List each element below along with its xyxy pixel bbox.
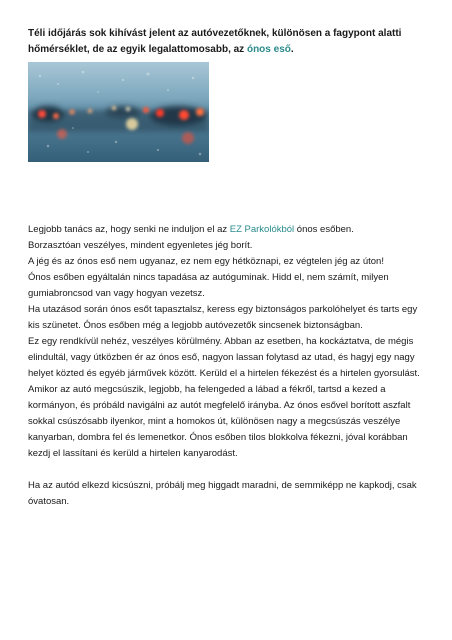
paragraph-line: A jég és az ónos eső nem ugyanaz, ez nem egy hétköznapi, ez végtelen jég az úton! (28, 256, 384, 267)
intro-paragraph (28, 26, 428, 58)
paragraph-line: Borzasztóan veszélyes, mindent egyenletes jég borít. (28, 240, 253, 251)
paragraph-final: Ha az autód elkezd kicsúszni, próbálj meg higgadt maradni, de semmiképp ne kapkodj, csak óvatosan. (28, 480, 417, 507)
onos-eso-link[interactable]: ónos eső (246, 44, 291, 55)
paragraph-line: Ónos esőben egyáltalán nincs tapadása az autóguminak. Hidd el, nem számít, milyen gumiabroncsod van vagy hogyan vezetsz. (28, 272, 389, 299)
intro-text: Téli időjárás sok kihívást jelent az autóvezetőknek, különösen a fagypont alatti hőmérséklet, de az egyik legalattomosabb, az (28, 28, 402, 55)
rainy-windshield-photo (28, 62, 209, 162)
paragraph-line: Ha utazásod során ónos esőt tapasztalsz, keress egy biztonságos parkolóhelyet és tarts egy kis szünetet. Ónos esőben még a legjobb autóvezetők sincsenek biztonságban. (28, 304, 418, 331)
paragraph-intro-advice (28, 222, 428, 238)
article (28, 26, 428, 510)
article-body (28, 222, 428, 510)
advice-text: Legjobb tanács az, hogy senki ne induljon el az (28, 224, 230, 235)
advice-text-end: ónos esőben. (294, 224, 354, 235)
intro-period: . (290, 44, 294, 55)
ez-parkolokbol-link[interactable]: EZ Parkolókból (229, 224, 295, 235)
paragraph-line: Ez egy rendkívül nehéz, veszélyes körülmény. Abban az esetben, ha kockáztatva, de mégis elindultál, vagy útközben ér az ónos eső, nagyon lassan folytasd az utad, és hagyj egy nagy helyet közted és egyéb járművek között. Kerüld el a hirtelen fékezést és a hirtelen gyorsulást. Amikor az autó megcsúszik, legjobb, ha felengeded a lábad a fékről, tartsd a kezed a kormányon, és próbáld navigálni az autót megfelelő irányba. Az ónos esővel borított aszfalt sokkal csúszósabb ilyenkor, mint a homokos út, különösen nagy a megcsúszás veszélye kanyarban, dombra fel és lemenetkor. Ónos esőben tilos blokkolva fékezni, jóval korábban kezdj el lassítani és kerüld a hirtelen kanyarodást. (28, 336, 420, 459)
